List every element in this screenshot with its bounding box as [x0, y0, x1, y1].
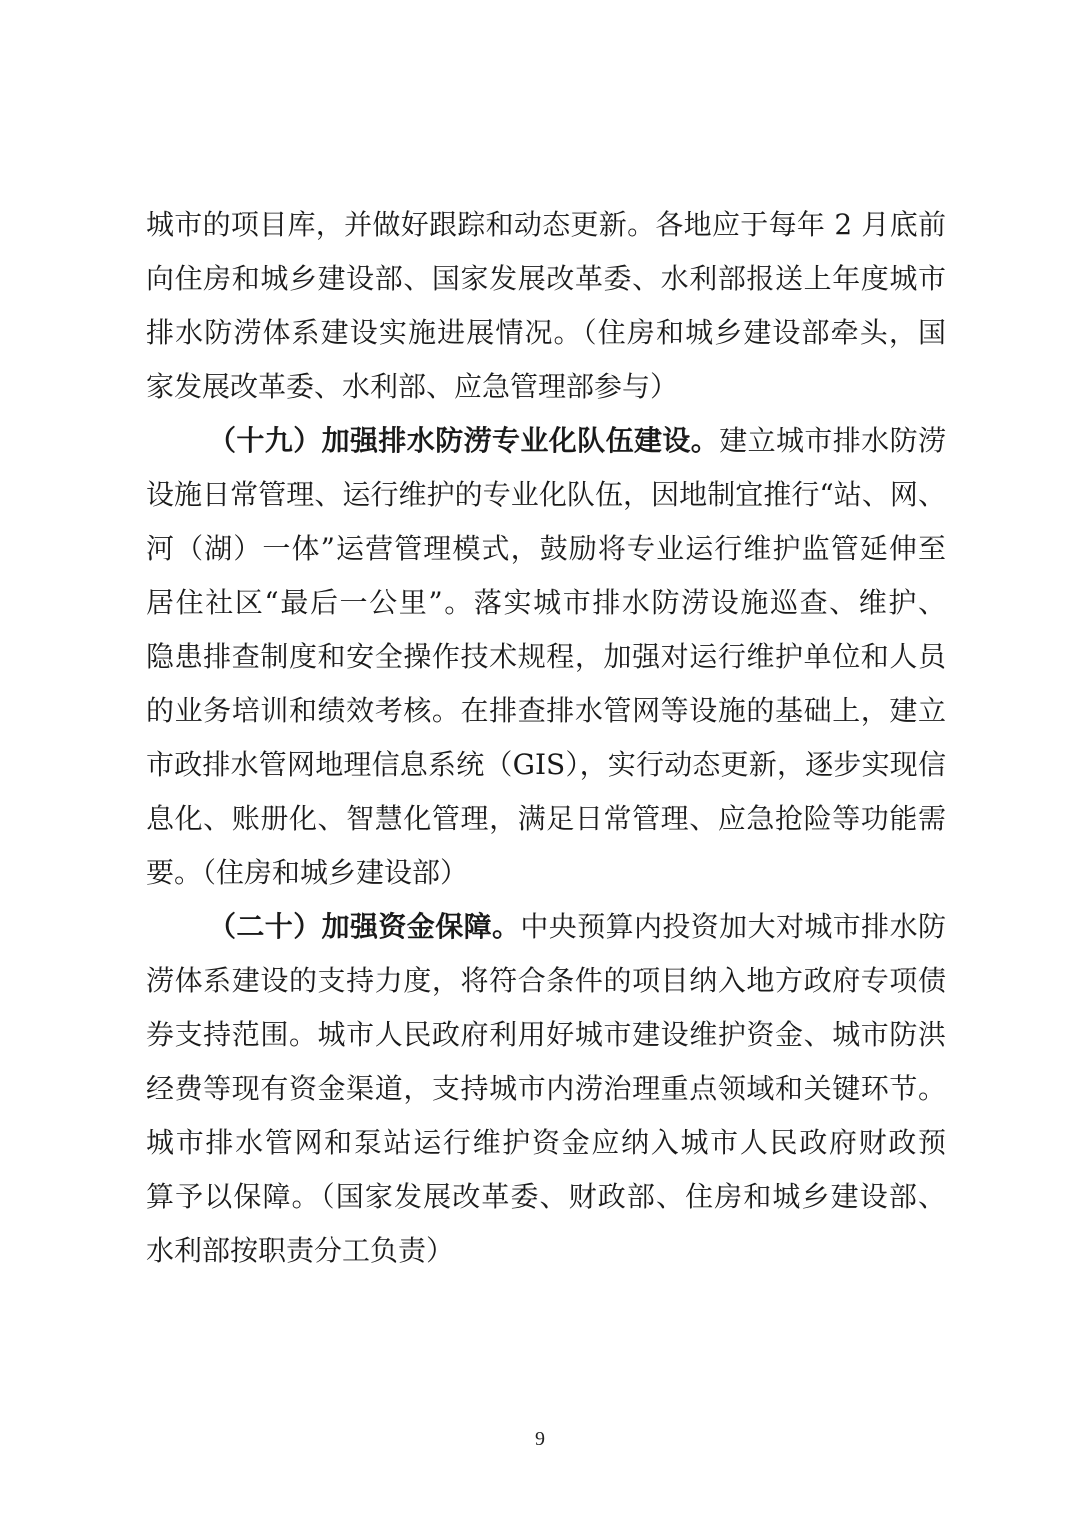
- section-19-heading: （十九）加强排水防涝专业化队伍建设。: [208, 424, 720, 457]
- paragraph-line: 向住房和城乡建设部、国家发展改革委、水利部报送上年度城市: [146, 262, 946, 295]
- paragraph-line: 要。（住房和城乡建设部）: [146, 856, 469, 889]
- paragraph-line: 河（湖）一体”运营管理模式，鼓励将专业运行维护监管延伸至: [146, 532, 946, 565]
- paragraph-line: 居住社区“最后一公里”。落实城市排水防涝设施巡查、维护、: [146, 586, 946, 619]
- section-20-first-line: [146, 900, 946, 954]
- paragraph-line: 排水防涝体系建设实施进展情况。（住房和城乡建设部牵头，国: [146, 316, 946, 349]
- body-text: [146, 198, 946, 1278]
- section-20-first-line-text: 中央预算内投资加大对城市排水防: [520, 910, 946, 943]
- paragraph-line: 券支持范围。城市人民政府利用好城市建设维护资金、城市防洪: [146, 1018, 946, 1051]
- paragraph-line: 城市排水管网和泵站运行维护资金应纳入城市人民政府财政预: [146, 1126, 946, 1159]
- paragraph-line: 算予以保障。（国家发展改革委、财政部、住房和城乡建设部、: [146, 1180, 946, 1213]
- paragraph-line: 涝体系建设的支持力度，将符合条件的项目纳入地方政府专项债: [146, 964, 946, 997]
- paragraph-line: 市政排水管网地理信息系统（GIS），实行动态更新，逐步实现信: [146, 748, 946, 781]
- paragraph-line: 家发展改革委、水利部、应急管理部参与）: [146, 370, 679, 403]
- paragraph-line: 水利部按职责分工负责）: [146, 1234, 455, 1267]
- page-number: 9: [535, 1428, 545, 1450]
- paragraph-line: 隐患排查制度和安全操作技术规程，加强对运行维护单位和人员: [146, 640, 946, 673]
- paragraph-line: 的业务培训和绩效考核。在排查排水管网等设施的基础上，建立: [146, 694, 946, 727]
- paragraph-line: 息化、账册化、智慧化管理，满足日常管理、应急抢险等功能需: [146, 802, 946, 835]
- section-19-first-line-text: 建立城市排水防涝: [719, 424, 946, 457]
- paragraph-line: 经费等现有资金渠道，支持城市内涝治理重点领域和关键环节。: [146, 1072, 946, 1105]
- paragraph-line: 设施日常管理、运行维护的专业化队伍，因地制宜推行“站、网、: [146, 478, 946, 511]
- section-19-first-line: [146, 414, 946, 468]
- paragraph-line: 城市的项目库，并做好跟踪和动态更新。各地应于每年 2 月底前: [146, 208, 946, 241]
- section-20-heading: （二十）加强资金保障。: [208, 910, 521, 943]
